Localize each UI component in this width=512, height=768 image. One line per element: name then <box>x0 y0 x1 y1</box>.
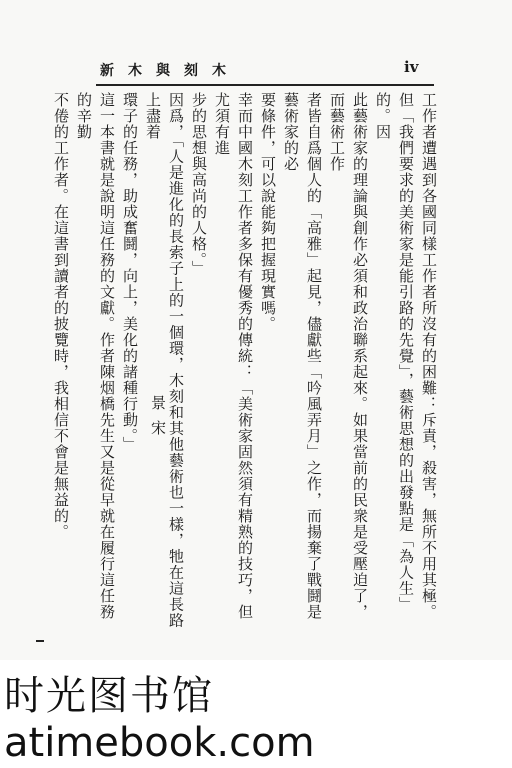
scan-mark <box>36 640 44 642</box>
text-column: 步的思想與高尚的人格。」 <box>190 92 208 277</box>
text-column: 環子的任務，助成奮鬪，向上，美化的諸種行動。」 <box>121 92 139 453</box>
page-number: iv <box>404 58 419 76</box>
watermark-site-name: 时光图书馆 <box>4 673 214 719</box>
text-column: 工作者遭遇到各國同樣工作者所沒有的困難：斥責，殺害，無所不用其極。 <box>420 92 438 620</box>
header-rule <box>96 84 434 86</box>
text-column: 者皆自爲個人的「高雅」起見，儘獻些「吟風弄月」之作，而揚棄了戰鬪是藝術家的必 <box>282 92 323 620</box>
text-column: 但「我們要求的美術家是能引路的先覺」，藝術思想的出發點是「為人生」的。因 <box>374 92 415 613</box>
text-column: 此藝術家的理論與創作必須和政治聯系起來。如果當前的民衆是受壓迫了，而藝術工作 <box>328 92 369 620</box>
text-column: 不倦的工作者。在這書到讀者的披覽時，我相信不會是無益的。 <box>52 92 70 540</box>
text-column: 幸而中國木刻工作者多保有優秀的傳統：「美術家固然須有精熟的技巧，但尤須有進 <box>213 92 254 620</box>
running-header-title: 新木與刻木 <box>100 63 240 79</box>
text-column: 因爲，「人是進化的長索子上的一個環，木刻和其他藝術也一樣，牠在這長路上盡着 <box>144 92 185 629</box>
author-signature: 景宋 <box>149 395 167 445</box>
vertical-text-body <box>52 92 440 632</box>
text-column: 要條件，可以說能夠把握現實嗎。 <box>259 92 277 332</box>
text-column: 這一本書就是說明這任務的文獻。作者陳烟橋先生又是從早就在履行這任務的辛勤 <box>75 92 116 620</box>
watermark-site-url: atimebook.com <box>4 720 315 766</box>
